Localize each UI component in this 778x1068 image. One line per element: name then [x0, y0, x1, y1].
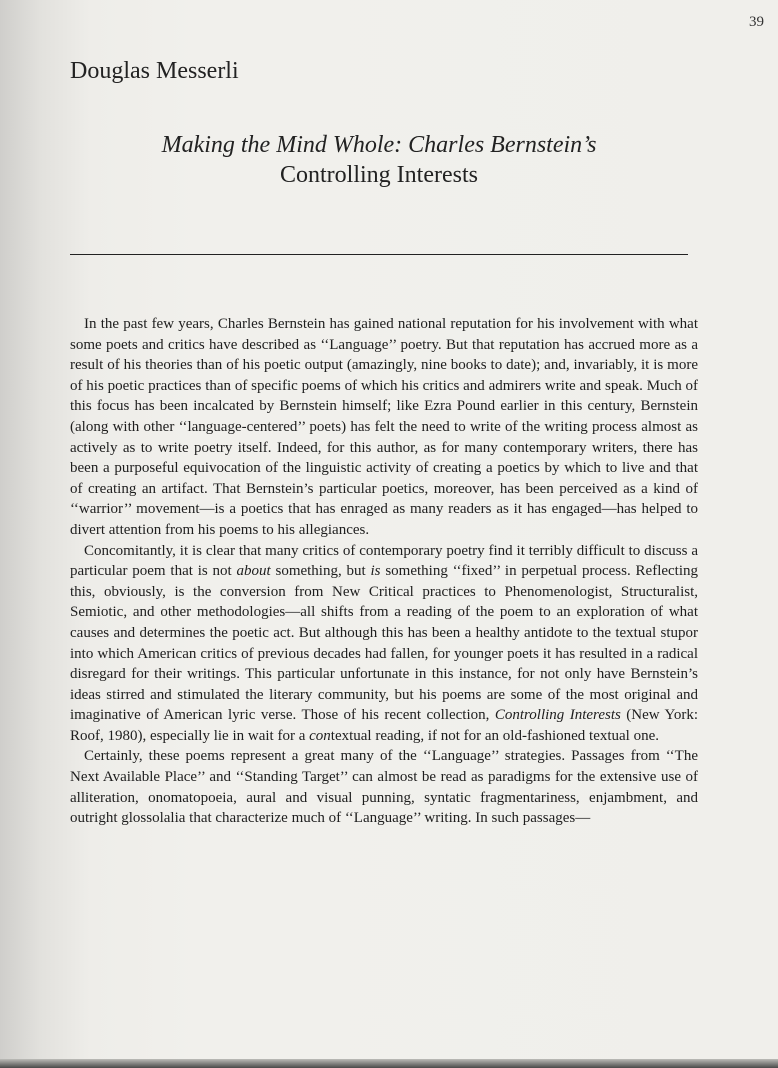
italic-text: Controlling Interests: [494, 707, 621, 724]
text-segment: In the past few years, Charles Bernstein has gained national reputation for his involvement with what some poets and critics have described as ‘‘Language’’ poetry. But that reputation has accrued more as a result of his theories than of his poetic output (amazingly, nine books to date); and, invariably, it is more of his poetic practices than of specific poems of which his critics and admirers write and speak. Much of this focus has been incalcated by Bernstein himself; like Ezra Pound earlier in this century, Bernstein (along with other ‘‘language-centered’’ poets) has felt the need to write of the writing process almost as actively as to write poetry itself. Indeed, for this author, as for many contemporary writers, there has been a purposeful equivocation of the linguistic activity of creating a poetics by which to live and that of creating an artifact. That Bernstein’s particular poetics, moreover, has been perceived as a kind of ‘‘warrior’’ movement—is a poetics that has enraged as many readers as it has engaged—has helped to divert attention from his poems to his allegiances.: [70, 316, 698, 538]
text-segment: (New York: Roof, 1980), especially lie in wait for a: [70, 707, 698, 744]
article-title-line-2: Controlling Interests: [280, 162, 478, 188]
text-segment: something, but: [270, 563, 371, 580]
page-bottom-edge: [0, 1059, 778, 1068]
article-title-line-1: Making the Mind Whole: Charles Bernstein’s: [161, 132, 597, 158]
text-segment: Certainly, these poems represent a great many of the ‘‘Language’’ strategies. Passages from ‘‘The Next Available Place’’ and ‘‘Standing Target’’ can almost be read as paradigms for the extensive use of alliteration, onomatopoeia, aural and visual punning, syntatic fragmentariness, enjambment, and outright glossolalia that characterize much of ‘‘Language’’ writing. In such passages—: [70, 748, 698, 827]
paragraph: [70, 314, 698, 541]
page-number: 39: [749, 14, 764, 30]
title-divider: [70, 254, 688, 255]
italic-text: is: [370, 563, 381, 580]
italic-text: con: [309, 727, 331, 744]
italic-text: about: [236, 563, 271, 580]
text-segment: something ‘‘fixed’’ in perpetual process. Reflecting this, obviously, is the conversion from New Critical practices to Phenomenologist, Structuralist, Semiotic, and other methodologies—all shifts from a reading of the poem to an exploration of what causes and determines the poetic act. But although this has been a healthy antidote to the textual stupor into which American critics of previous decades had fallen, for younger poets it has resulted in a radical disregard for their writings. This particular unfortunate in this instance, for not only have Bernstein’s ideas stirred and stimulated the literary community, but his poems are some of the most original and imaginative of American lyric verse. Those of his recent collection,: [70, 563, 699, 724]
paragraph: [70, 541, 698, 747]
paragraph: [70, 746, 698, 828]
article-title: [70, 130, 688, 190]
article-body: [70, 314, 698, 829]
author-name: Douglas Messerli: [70, 58, 239, 84]
text-segment: Concomitantly, it is clear that many critics of contemporary poetry find it terribly difficult to discuss a particular poem that is not: [70, 542, 698, 580]
text-segment: textual reading, if not for an old-fashioned textual one.: [330, 727, 660, 744]
